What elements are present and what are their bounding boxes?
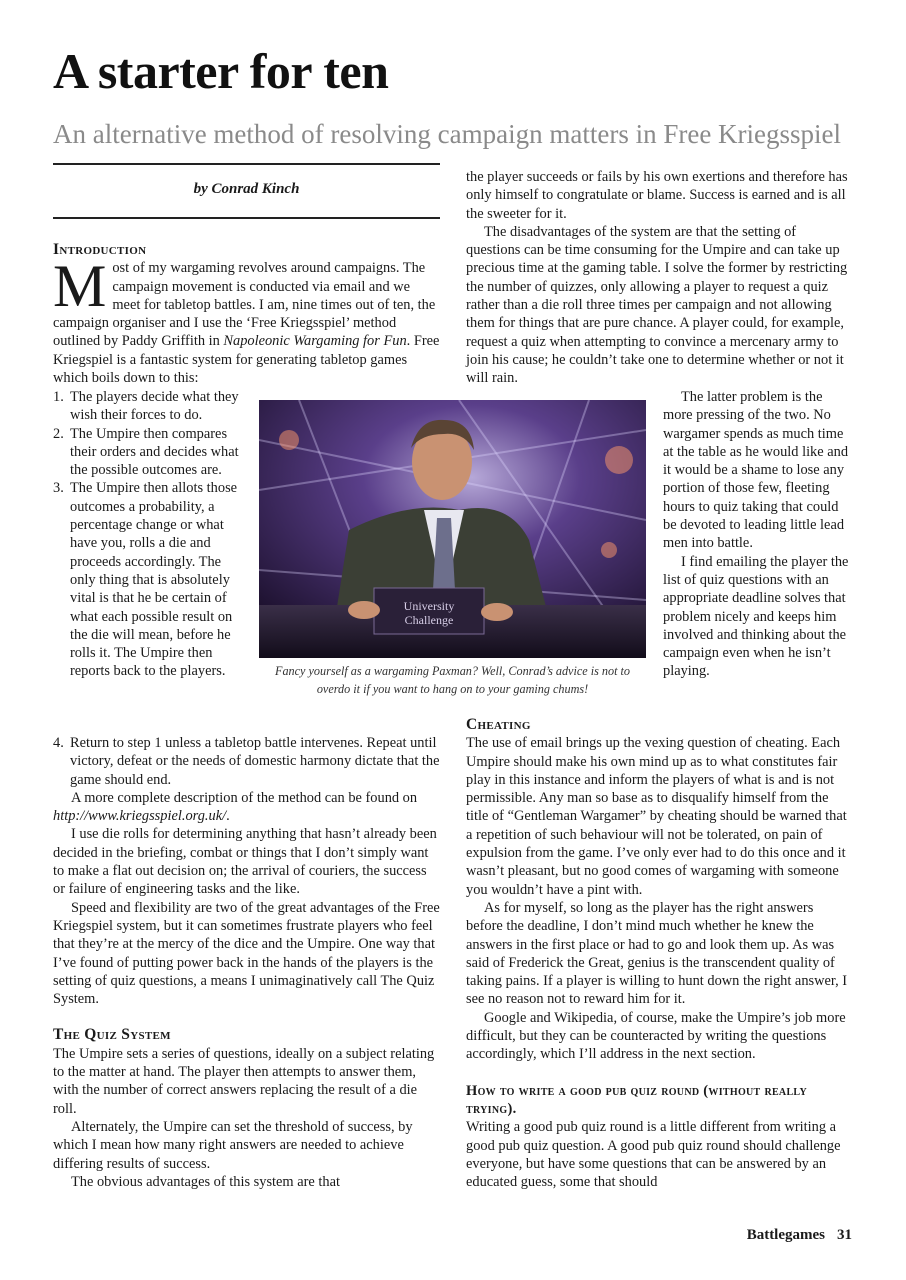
- cheating-p2: As for myself, so long as the player has the right answers before the deadline, I don’t mind much whether he knew the answers in the first place or had to go and look them up. As was said of Frederick the Great, genius is the transcendent quality of taking pains. If a player is willing to hunt down the right answer, I see no reason not to reward him for it.: [466, 899, 848, 1008]
- cheating-p1: The use of email brings up the vexing question of cheating. Each Umpire should make his own mind up as to what constitutes fair play in this instance and inform the players of what is and is not permissible. Any man so base as to disqualify himself from the title of “Gentleman Wargamer” by cheating should be warned that a repetition of such behaviour will not be tolerated, on pain of expulsion from the game. I’ve only ever had to do this once and it wasn’t pleasant, but no good comes of wargaming with someone you wouldn’t have a pint with.: [466, 735, 847, 898]
- article-subtitle: An alternative method of resolving campaign matters in Free Kriegsspiel: [53, 119, 842, 149]
- quiz-heading: The Quiz System: [53, 1026, 171, 1044]
- quiz-right-p1: the player succeeds or fails by his own exertions and therefore has only himself to congratulate or blame. Success is earned and is all the sweeter for it.: [466, 169, 848, 222]
- list-item: 1. The players decide what they wish their forces to do.: [53, 389, 239, 424]
- article-title: A starter for ten: [53, 43, 389, 99]
- intro-p2: A more complete description of the method can be found on http://www.kriegsspiel.org.uk/.: [53, 789, 418, 825]
- right-column-top: [466, 168, 851, 388]
- page-number: 31: [837, 1227, 852, 1243]
- intro-heading: Introduction: [53, 241, 147, 258]
- photo-caption: Fancy yourself as a wargaming Paxman? Well, Conrad’s advice is not to overdo it if you want to hang on to your gaming chums!: [275, 664, 630, 696]
- list-item: 3. The Umpire then allots those outcomes a probability, a percentage change or what have you, rolls a die and proceeds accordingly. The only thing that is absolutely vital is that he be certain of what each possible result on the die will mean, before he rolls it. The Umpire then reports back to the players.: [53, 480, 238, 680]
- quiz-right-p3: The latter problem is the more pressing of the two. No wargamer spends as much time at the table as he would like and it would be a shame to lose any portion of those few, fleeting hours to quiz taking that could be devoted to leading little lead men into battle.: [663, 389, 849, 552]
- website-link[interactable]: http://www.kriegsspiel.org.uk/: [53, 808, 227, 825]
- quiz-right-p4: I find emailing the player the list of quiz questions with an appropriate deadline solves that problem nicely and keeps him involved and thinking about the campaign even when he isn’t playing.: [663, 553, 849, 680]
- drop-cap: M: [53, 253, 107, 320]
- desk-label-line1: University: [403, 599, 455, 613]
- magazine-name: Battlegames: [746, 1227, 825, 1243]
- right-column-narrow: [663, 388, 851, 681]
- quiz-p2: Alternately, the Umpire can set the threshold of success, by which I mean how many right answers are needed to achieve differing results of success.: [53, 1118, 413, 1172]
- desk-label-line2: Challenge: [404, 613, 454, 627]
- cheating-heading: Cheating: [466, 716, 531, 733]
- quiz-right-p2: The disadvantages of the system are that the setting of questions can be time consuming for the Umpire and can take up precious time at the gaming table. I solve the former by restricting the number of quizzes, only allowing a player to request a quiz rather than a die roll three times per campaign and not allowing them for things that are pure chance. A player could, for example, request a quiz when attempting to convince a mercenary army to join his cause; he couldn’t take one to determine whether or not it will rain.: [466, 223, 848, 387]
- studio-illustration: [259, 400, 646, 658]
- intro-paragraph: [53, 253, 440, 387]
- byline-rule-top: [53, 163, 440, 165]
- left-continued: [53, 734, 440, 1191]
- book-title: Napoleonic Wargaming for Fun: [223, 333, 407, 350]
- byline: by Conrad Kinch: [193, 181, 300, 197]
- intro-text-b: . Free Kriegspiel is a fantastic system for generating tabletop games which boils down to this:: [53, 333, 440, 387]
- quiz-p1: The Umpire sets a series of questions, ideally on a subject relating to the matter at hand. The player then attempts to answer them, with the number of correct answers replacing the result of a die roll.: [53, 1045, 435, 1117]
- intro-section: [53, 241, 440, 387]
- pubquiz-heading: How to write a good pub quiz round (without really trying).: [466, 1082, 808, 1117]
- list-item: 2. The Umpire then compares their orders and decides what the possible outcomes are.: [53, 425, 239, 479]
- cheating-p3: Google and Wikipedia, of course, make the Umpire’s job more difficult, but they can be counteracted by writing the questions accordingly, which I’ll address in the next section.: [466, 1009, 846, 1063]
- right-column-bottom: [466, 716, 851, 1191]
- pubquiz-p1: Writing a good pub quiz round is a little different from writing a good pub quiz question. A good pub quiz round should challenge everyone, but have some questions that can be answered by an educated guess, some that should: [466, 1119, 841, 1191]
- intro-text-a: ost of my wargaming revolves around campaigns. The campaign movement is conducted via email and we meet for tabletop battles. I am, nine times out of ten, the campaign organiser and I use the ‘Free Kriegsspiel’ method outlined by Paddy Griffith in: [53, 260, 436, 350]
- intro-p3: I use die rolls for determining anything that hasn’t already been decided in the briefing, combat or things that I don’t simply want to make a flat out decision on; the arrival of couriers, the success or failure of engineering tasks and the like.: [53, 826, 437, 898]
- intro-p4: Speed and flexibility are two of the great advantages of the Free Kriegspiel system, but it can sometimes frustrate players who feel that they’re at the mercy of the dice and the Umpire. One way that I’ve found of putting power back in the hands of the players is the setting of quiz questions, a means I unimaginatively call The Quiz System.: [53, 899, 440, 1008]
- steps-list-upper: [53, 388, 243, 681]
- list-item: 4. Return to step 1 unless a tabletop battle intervenes. Repeat until victory, defeat or the needs of domestic harmony dictate that the game should end.: [53, 735, 440, 788]
- byline-rule-bottom: [53, 217, 440, 219]
- paxman-photo: [259, 400, 646, 658]
- quiz-p3: The obvious advantages of this system are that: [71, 1173, 340, 1190]
- page-footer: [735, 1227, 852, 1244]
